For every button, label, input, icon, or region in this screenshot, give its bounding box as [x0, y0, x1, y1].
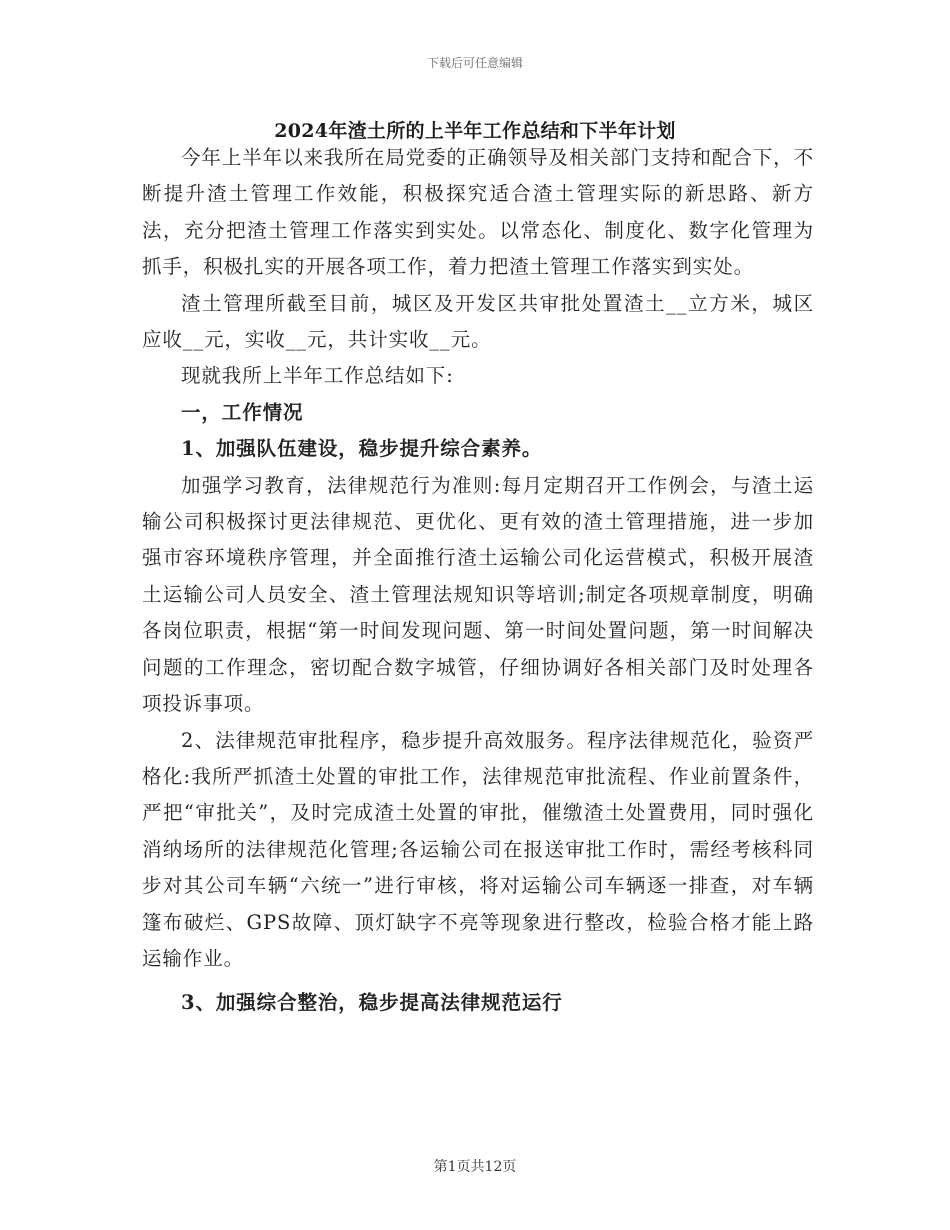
summary-intro-paragraph: 现就我所上半年工作总结如下:: [181, 364, 454, 388]
item-2-body: 2、法律规范审批程序，稳步提升高效服务。程序法律规范化，验资严格化:我所严抓渣土处置的审批工作，法律规范审批流程、作业前置条件，严把“审批关”，及时完成渣土处置的审批，催缴渣土处置费用，同时强化消纳场所的法律规范化管理;各运输公司在报送审批工作时，需经考核科同步对其公司车辆“六统一”进行审核，将对运输公司车辆逐一排查，对车辆篷布破烂、GPS故障、顶灯缺字不亮等现象进行整改，检验合格才能上路运输作业。: [142, 728, 814, 970]
section-heading-work-status: 一，工作情况: [181, 400, 304, 424]
document-title: 2024年渣土所的上半年工作总结和下半年计划: [274, 120, 676, 142]
header-note: 下载后可任意编辑: [426, 56, 523, 70]
item-1-body: 加强学习教育，法律规范行为准则:每月定期召开工作例会，与渣土运输公司积极探讨更法律规范、更优化、更有效的渣土管理措施，进一步加强市容环境秩序管理，并全面推行渣土运输公司化运营模式，积极开展渣土运输公司人员安全、渣土管理法规知识等培训;制定各项规章制度，明确各岗位职责，根据“第一时间发现问题、第一时间处置问题，第一时间解决问题的工作理念，密切配合数字城管，仔细协调好各相关部门及时处理各项投诉事项。: [142, 473, 814, 716]
item-3-heading: 3、加强综合整治，稳步提高法律规范运行: [181, 991, 563, 1015]
page-footer: 第1页共12页: [433, 1159, 517, 1175]
stats-paragraph: 渣土管理所截至目前，城区及开发区共审批处置渣土__立方米，城区应收__元，实收__元，共计实收__元。: [142, 291, 814, 352]
item-1-heading: 1、加强队伍建设，稳步提升综合素养。: [181, 437, 543, 461]
document-body: [142, 140, 814, 1022]
intro-paragraph: 今年上半年以来我所在局党委的正确领导及相关部门支持和配合下，不断提升渣土管理工作效能，积极探究适合渣土管理实际的新思路、新方法，充分把渣土管理工作落实到实处。以常态化、制度化、数字化管理为抓手，积极扎实的开展各项工作，着力把渣土管理工作落实到实处。: [142, 146, 814, 279]
